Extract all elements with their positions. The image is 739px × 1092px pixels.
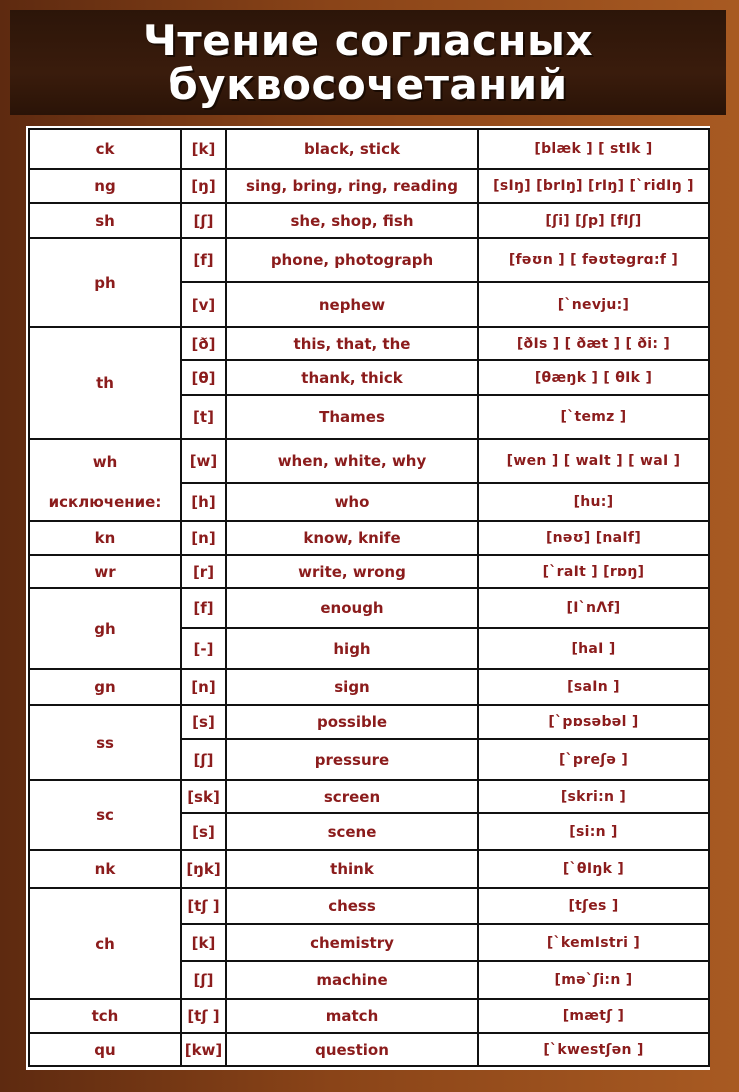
sound-symbol: [f]	[181, 238, 226, 282]
sound-symbol: [ʃ]	[181, 961, 226, 999]
transcription: [`θIŋk ]	[478, 850, 709, 888]
example-words: who	[226, 483, 478, 521]
letter-combo: th	[29, 327, 181, 439]
example-words: chess	[226, 888, 478, 924]
transcription: [ʃi] [ʃp] [fIʃ]	[478, 203, 709, 238]
sound-symbol: [ŋk]	[181, 850, 226, 888]
sound-symbol: [k]	[181, 924, 226, 961]
table-row	[29, 780, 709, 813]
table-row	[29, 588, 709, 628]
example-words: high	[226, 628, 478, 669]
example-words: enough	[226, 588, 478, 628]
transcription: [`kwestʃən ]	[478, 1033, 709, 1066]
transcription: [`kemIstri ]	[478, 924, 709, 961]
letter-combo: qu	[29, 1033, 181, 1066]
example-words: possible	[226, 705, 478, 739]
example-words: thank, thick	[226, 360, 478, 395]
sound-symbol: [ʃ]	[181, 739, 226, 780]
table-row	[29, 203, 709, 238]
example-words: know, knife	[226, 521, 478, 555]
table-row	[29, 999, 709, 1033]
example-words: screen	[226, 780, 478, 813]
letter-combo: ck	[29, 129, 181, 169]
sound-symbol: [s]	[181, 705, 226, 739]
reading-rules-table	[26, 126, 710, 1070]
example-words: sign	[226, 669, 478, 705]
letter-combo: ss	[29, 705, 181, 780]
transcription: [sIŋ] [brIŋ] [rIŋ] [`ridIŋ ]	[478, 169, 709, 203]
example-words: when, white, why	[226, 439, 478, 483]
sound-symbol: [θ]	[181, 360, 226, 395]
transcription: [`pɒsəbəl ]	[478, 705, 709, 739]
title-line-2: буквосочетаний	[168, 59, 568, 109]
letter-combo: ng	[29, 169, 181, 203]
sound-symbol: [n]	[181, 669, 226, 705]
transcription: [blæk ] [ stIk ]	[478, 129, 709, 169]
table-row	[29, 669, 709, 705]
example-words: chemistry	[226, 924, 478, 961]
sound-symbol: [t]	[181, 395, 226, 439]
example-words: phone, photograph	[226, 238, 478, 282]
example-words: Thames	[226, 395, 478, 439]
exception-label: исключение:	[29, 483, 181, 521]
letter-combo: gn	[29, 669, 181, 705]
sound-symbol: [k]	[181, 129, 226, 169]
table-row	[29, 850, 709, 888]
table-row	[29, 439, 709, 483]
example-words: scene	[226, 813, 478, 850]
letter-combo: wr	[29, 555, 181, 588]
table-row	[29, 705, 709, 739]
transcription: [`temz ]	[478, 395, 709, 439]
transcription: [`preʃə ]	[478, 739, 709, 780]
transcription: [`nevju:]	[478, 282, 709, 327]
table-row	[29, 169, 709, 203]
transcription: [tʃes ]	[478, 888, 709, 924]
title-line-1: Чтение согласных	[142, 15, 594, 65]
letter-combo: ch	[29, 888, 181, 999]
sound-symbol: [ð]	[181, 327, 226, 360]
sound-symbol: [tʃ ]	[181, 999, 226, 1033]
sound-symbol: [r]	[181, 555, 226, 588]
letter-combo: nk	[29, 850, 181, 888]
transcription: [mə`ʃi:n ]	[478, 961, 709, 999]
transcription: [fəʊn ] [ fəʊtəgrɑ:f ]	[478, 238, 709, 282]
table-row	[29, 1033, 709, 1066]
title-banner	[10, 10, 726, 115]
sound-symbol: [ʃ]	[181, 203, 226, 238]
transcription: [mætʃ ]	[478, 999, 709, 1033]
letter-combo: gh	[29, 588, 181, 669]
letter-combo: wh	[29, 439, 181, 483]
transcription: [si:n ]	[478, 813, 709, 850]
example-words: pressure	[226, 739, 478, 780]
sound-symbol: [kw]	[181, 1033, 226, 1066]
letter-combo: sh	[29, 203, 181, 238]
letter-combo: ph	[29, 238, 181, 327]
transcription: [haI ]	[478, 628, 709, 669]
table-row	[29, 888, 709, 924]
sound-symbol: [tʃ ]	[181, 888, 226, 924]
example-words: this, that, the	[226, 327, 478, 360]
table-row	[29, 129, 709, 169]
sound-symbol: [n]	[181, 521, 226, 555]
transcription: [ðIs ] [ ðæt ] [ ði: ]	[478, 327, 709, 360]
example-words: write, wrong	[226, 555, 478, 588]
table-row	[29, 327, 709, 360]
sound-symbol: [v]	[181, 282, 226, 327]
transcription: [θæŋk ] [ θIk ]	[478, 360, 709, 395]
example-words: she, shop, fish	[226, 203, 478, 238]
sound-symbol: [h]	[181, 483, 226, 521]
letter-combo: tch	[29, 999, 181, 1033]
transcription: [saIn ]	[478, 669, 709, 705]
sound-symbol: [-]	[181, 628, 226, 669]
example-words: think	[226, 850, 478, 888]
example-words: sing, bring, ring, reading	[226, 169, 478, 203]
letter-combo: kn	[29, 521, 181, 555]
transcription: [nəʊ] [naIf]	[478, 521, 709, 555]
transcription: [wen ] [ waIt ] [ waI ]	[478, 439, 709, 483]
table-row	[29, 483, 709, 521]
transcription: [hu:]	[478, 483, 709, 521]
example-words: black, stick	[226, 129, 478, 169]
letter-combo: sc	[29, 780, 181, 850]
sound-symbol: [w]	[181, 439, 226, 483]
table-row	[29, 521, 709, 555]
sound-symbol: [sk]	[181, 780, 226, 813]
example-words: question	[226, 1033, 478, 1066]
transcription: [`raIt ] [rɒŋ]	[478, 555, 709, 588]
sound-symbol: [ŋ]	[181, 169, 226, 203]
sound-symbol: [f]	[181, 588, 226, 628]
table-row	[29, 238, 709, 282]
transcription: [I`nΛf]	[478, 588, 709, 628]
sound-symbol: [s]	[181, 813, 226, 850]
table-row	[29, 555, 709, 588]
example-words: match	[226, 999, 478, 1033]
transcription: [skri:n ]	[478, 780, 709, 813]
example-words: nephew	[226, 282, 478, 327]
example-words: machine	[226, 961, 478, 999]
